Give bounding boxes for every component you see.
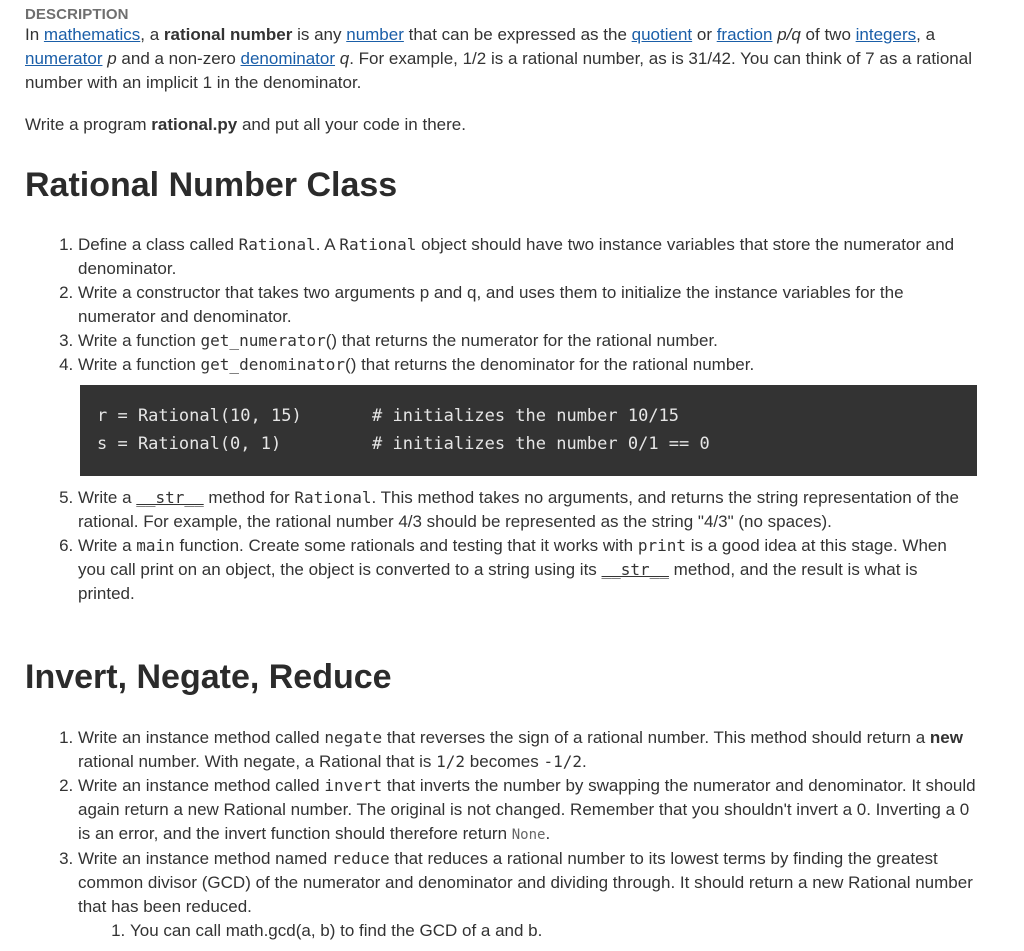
intro-paragraph: In mathematics, a rational number is any number that can be expressed as the quotient or fraction p/q of two integers, a numerator p and a non-zero denominator q. For example, 1/2 is a rational number, as is 31/42. You can think of 7 as a rational number with an implicit 1 in the denominator.	[25, 25, 972, 92]
list-item: 1. You can call math.gcd(a, b) to find the GCD of a and b.	[130, 919, 976, 943]
list-item: 2. Write a constructor that takes two arguments p and q, and uses them to initialize the instance variables for the numerator and denominator.	[78, 281, 976, 329]
link-numerator[interactable]: numerator	[25, 49, 103, 68]
write-instruction: Write a program rational.py and put all your code in there.	[25, 115, 466, 134]
list-item: 2. Write an instance method called invert that inverts the number by swapping the numerator and denominator. It should again return a new Rational number. The original is not changed. Remember that you shouldn't invert a 0. Inverting a 0 is an error, and the invert function should therefore return None.	[78, 774, 976, 847]
code-line: s = Rational(0, 1) # initializes the number 0/1 == 0	[97, 430, 977, 458]
link-integers[interactable]: integers	[855, 25, 917, 44]
list-item: 5. Write a __str__ method for Rational. This method takes no arguments, and returns the string representation of the rational. For example, the rational number 4/3 should be represented as the string "4/3" (no spaces).	[78, 486, 976, 534]
list-item: 4. Write a function get_denominator() that returns the denominator for the rational number.	[78, 353, 976, 377]
rational-class-steps-continued	[0, 486, 976, 606]
list-item: 1. Define a class called Rational. A Rational object should have two instance variables that store the numerator and denominator.	[78, 233, 976, 281]
list-item: 3. Write an instance method named reduce that reduces a rational number to its lowest terms by finding the greatest common divisor (GCD) of the numerator and denominator and dividing through. It should return a new Rational number that has been reduced. 1. You can call math.gcd(a, b) to find the GCD of a and b.	[78, 847, 976, 943]
list-item: 3. Write a function get_numerator() that returns the numerator for the rational number.	[78, 329, 976, 353]
link-denominator[interactable]: denominator	[240, 49, 336, 68]
code-example-block	[80, 385, 977, 476]
link-mathematics[interactable]: mathematics	[43, 25, 141, 44]
code-comment: # initializes the number 0/1 == 0	[372, 434, 710, 454]
code-comment: # initializes the number 10/15	[372, 406, 680, 426]
list-item: 1. Write an instance method called negate that reverses the sign of a rational number. This method should return a new rational number. With negate, a Rational that is 1/2 becomes -1/2.	[78, 726, 976, 774]
list-item: 6. Write a main function. Create some rationals and testing that it works with print is a good idea at this stage. When you call print on an object, the object is converted to a string using its __str__ method, and the result is what is printed.	[78, 534, 976, 606]
reduce-substeps	[78, 919, 976, 943]
section-title-rational-number-class: Rational Number Class	[25, 166, 398, 204]
rational-number-term: rational number	[163, 25, 293, 44]
rational-class-steps	[0, 233, 976, 377]
code-line: r = Rational(10, 15) # initializes the number 10/15	[97, 402, 977, 430]
invert-negate-reduce-steps	[0, 726, 976, 943]
link-fraction[interactable]: fraction	[716, 25, 773, 44]
link-quotient[interactable]: quotient	[631, 25, 693, 44]
link-number[interactable]: number	[346, 25, 404, 44]
description-label: DESCRIPTION	[25, 6, 129, 23]
filename: rational.py	[151, 115, 238, 134]
section-title-invert-negate-reduce: Invert, Negate, Reduce	[25, 658, 392, 696]
